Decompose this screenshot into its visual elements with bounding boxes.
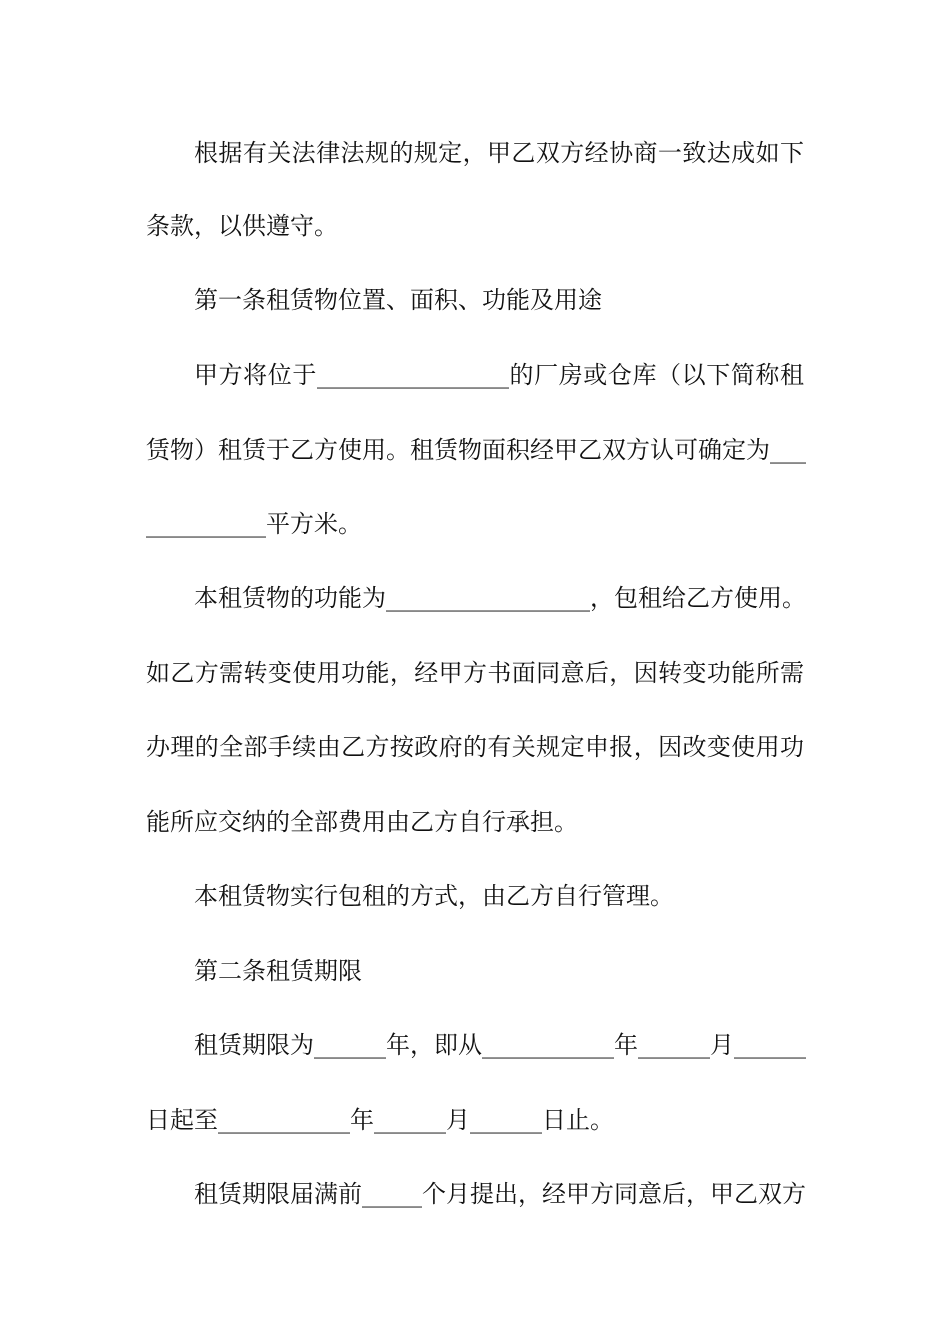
paragraph-line: 租赁期限届满前_____个月提出，经甲方同意后，甲乙双方 [194, 1180, 806, 1208]
paragraph-line: 甲方将位于________________的厂房或仓库（以下简称租 [194, 361, 804, 389]
paragraph-line: 日起至___________年______月______日止。 [146, 1106, 614, 1134]
paragraph-line: 条款，以供遵守。 [146, 212, 338, 240]
section-heading: 第一条租赁物位置、面积、功能及用途 [194, 286, 602, 314]
paragraph-line: 赁物）租赁于乙方使用。租赁物面积经甲乙双方认可确定为___ [146, 436, 806, 464]
paragraph-line: 本租赁物的功能为_________________，包租给乙方使用。 [194, 584, 806, 612]
paragraph-line: 租赁期限为______年，即从___________年______月______ [194, 1031, 806, 1059]
paragraph-line: 如乙方需转变使用功能，经甲方书面同意后，因转变功能所需 [146, 659, 804, 687]
paragraph-line: __________平方米。 [146, 510, 362, 538]
paragraph-line: 本租赁物实行包租的方式，由乙方自行管理。 [194, 882, 674, 910]
section-heading: 第二条租赁期限 [194, 957, 362, 985]
paragraph-line: 办理的全部手续由乙方按政府的有关规定申报，因改变使用功 [146, 733, 804, 761]
paragraph-line: 能所应交纳的全部费用由乙方自行承担。 [146, 808, 578, 836]
paragraph-line: 根据有关法律法规的规定，甲乙双方经协商一致达成如下 [194, 139, 804, 167]
